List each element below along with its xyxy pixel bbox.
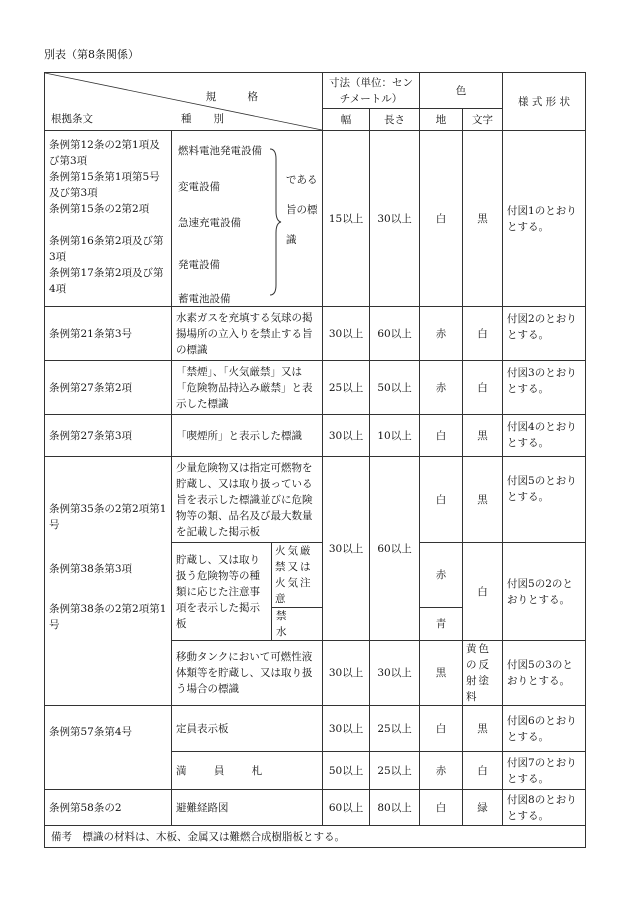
header-basis: 根拠条文 bbox=[51, 113, 93, 125]
curly-brace-icon bbox=[268, 147, 282, 297]
row6-ground-a: 白 bbox=[420, 706, 463, 752]
row7-basis: 条例第58条の2 bbox=[45, 790, 172, 826]
row5-style-b: 付図5の2のとおりとする。 bbox=[503, 543, 586, 641]
row5-basis-item: 条例第38条の2第2項第1号 bbox=[49, 603, 167, 631]
row4-width: 30以上 bbox=[323, 415, 370, 457]
row7-length: 80以上 bbox=[370, 790, 420, 826]
table-note: 備考 標識の材料は、木板、金属又は難燃合成樹脂板とする。 bbox=[45, 826, 586, 848]
row3-text: 白 bbox=[463, 361, 503, 415]
row6-length-b: 25以上 bbox=[370, 752, 420, 790]
row5-text-a: 黒 bbox=[463, 457, 503, 543]
row3-style: 付図3のとおりとする。 bbox=[503, 361, 586, 415]
row5-ground-b1: 赤 bbox=[420, 543, 463, 608]
row1-style: 付図1のとおりとする。 bbox=[503, 131, 586, 307]
row1-brace-text-line: である bbox=[286, 174, 318, 186]
row1-types bbox=[172, 131, 323, 307]
row7-text: 緑 bbox=[463, 790, 503, 826]
row6-ground-b: 赤 bbox=[420, 752, 463, 790]
table-row bbox=[45, 307, 586, 361]
row1-brace-text bbox=[286, 165, 318, 255]
table-row bbox=[45, 415, 586, 457]
table-row bbox=[45, 790, 586, 826]
row1-width: 15以上 bbox=[323, 131, 370, 307]
row6-width-b: 50以上 bbox=[323, 752, 370, 790]
row6-length-a: 25以上 bbox=[370, 706, 420, 752]
row6-type-b: 満 員 札 bbox=[172, 752, 323, 790]
row5-basis-item: 条例第35条の2第2項第1号 bbox=[49, 503, 167, 531]
header-color: 色 bbox=[420, 73, 503, 109]
table-row bbox=[45, 457, 586, 543]
row7-ground: 白 bbox=[420, 790, 463, 826]
table-row bbox=[45, 361, 586, 415]
row3-ground: 赤 bbox=[420, 361, 463, 415]
row5-ground-b2: 青 bbox=[420, 608, 463, 641]
row6-width-a: 30以上 bbox=[323, 706, 370, 752]
row5-length-c: 30以上 bbox=[370, 641, 420, 706]
row2-style: 付図2のとおりとする。 bbox=[503, 307, 586, 361]
row3-length: 50以上 bbox=[370, 361, 420, 415]
row6-type-a: 定員表示板 bbox=[172, 706, 323, 752]
header-text: 文字 bbox=[463, 109, 503, 131]
row2-basis: 条例第21条第3号 bbox=[45, 307, 172, 361]
table-row bbox=[45, 131, 586, 307]
row5-sub-b1: 火気厳禁又は火気注意 bbox=[272, 543, 323, 608]
header-dimensions: 寸法（単位：センチメートル） bbox=[323, 73, 420, 109]
header-width: 幅 bbox=[323, 109, 370, 131]
table-row bbox=[45, 706, 586, 752]
row5-style-a: 付図5のとおりとする。 bbox=[503, 457, 586, 543]
row1-equipment-item: 変電設備 bbox=[178, 181, 220, 193]
row5-basis-item: 条例第38条第3項 bbox=[49, 563, 133, 575]
row5-basis bbox=[45, 457, 172, 706]
row5-ground-c: 黒 bbox=[420, 641, 463, 706]
row6-text-a: 黒 bbox=[463, 706, 503, 752]
row1-basis-item: 条例第15条の2第2項 bbox=[49, 203, 150, 215]
table-caption: 別表（第8条関係） bbox=[44, 48, 139, 61]
row4-ground: 白 bbox=[420, 415, 463, 457]
row1-basis-item: 条例第12条の2第1項及び第3項 bbox=[49, 139, 160, 167]
row4-text: 黒 bbox=[463, 415, 503, 457]
row3-width: 25以上 bbox=[323, 361, 370, 415]
row5-width: 30以上 bbox=[323, 457, 370, 641]
row6-text-b: 白 bbox=[463, 752, 503, 790]
row4-style: 付図4のとおりとする。 bbox=[503, 415, 586, 457]
row1-basis bbox=[45, 131, 172, 307]
row5-length: 60以上 bbox=[370, 457, 420, 641]
row2-length: 60以上 bbox=[370, 307, 420, 361]
header-length: 長さ bbox=[370, 109, 420, 131]
row7-style: 付図8のとおりとする。 bbox=[503, 790, 586, 826]
row5-type-b: 貯蔵し、又は取り扱う危険物等の種類に応じた注意事項を表示した掲示板 bbox=[172, 543, 272, 641]
row5-text-c: 黄色の反射塗料 bbox=[463, 641, 503, 706]
row1-equipment-item: 燃料電池発電設備 bbox=[178, 145, 262, 157]
row1-equipment-item: 急速充電設備 bbox=[178, 217, 241, 229]
row5-style-c: 付図5の3のとおりとする。 bbox=[503, 641, 586, 706]
row1-ground: 白 bbox=[420, 131, 463, 307]
row3-type: 「禁煙」、「火気厳禁」又は「危険物品持込み厳禁」と表示した標識 bbox=[172, 361, 323, 415]
row6-style-b: 付図7のとおりとする。 bbox=[503, 752, 586, 790]
header-style: 様 式 形 状 bbox=[503, 73, 586, 131]
row2-ground: 赤 bbox=[420, 307, 463, 361]
row6-basis: 条例第57条第4号 bbox=[45, 706, 172, 790]
row1-basis-item: 条例第15条第1項第5号及び第3項 bbox=[49, 171, 160, 199]
row2-type: 水素ガスを充填する気球の掲揚場所の立入りを禁止する旨の標識 bbox=[172, 307, 323, 361]
header-diagonal-cell bbox=[45, 73, 323, 131]
row1-basis-item: 条例第17条第2項及び第4項 bbox=[49, 267, 164, 295]
row7-type: 避難経路図 bbox=[172, 790, 323, 826]
row1-equipment-item: 蓄電池設備 bbox=[178, 293, 231, 305]
row7-width: 60以上 bbox=[323, 790, 370, 826]
row1-brace-text-line: 旨の標 bbox=[286, 204, 318, 216]
row4-type: 「喫煙所」と表示した標識 bbox=[172, 415, 323, 457]
row5-ground-a: 白 bbox=[420, 457, 463, 543]
row5-width-c: 30以上 bbox=[323, 641, 370, 706]
row1-equipment-item: 発電設備 bbox=[178, 259, 220, 271]
row5-type-c: 移動タンクにおいて可燃性液体類等を貯蔵し、又は取り扱う場合の標識 bbox=[172, 641, 323, 706]
header-kikaku: 規 格 bbox=[205, 91, 273, 103]
row4-length: 10以上 bbox=[370, 415, 420, 457]
row2-width: 30以上 bbox=[323, 307, 370, 361]
row1-basis-item: 条例第16条第2項及び第3項 bbox=[49, 235, 164, 263]
standards-table bbox=[44, 72, 586, 848]
row5-sub-b2: 禁 水 bbox=[272, 608, 323, 641]
row6-style-a: 付図6のとおりとする。 bbox=[503, 706, 586, 752]
row1-text: 黒 bbox=[463, 131, 503, 307]
row1-length: 30以上 bbox=[370, 131, 420, 307]
row5-type-a: 少量危険物又は指定可燃物を貯蔵し、又は取り扱っている旨を表示した標識並びに危険物等の類、品名及び最大数量を記載した掲示板 bbox=[172, 457, 323, 543]
header-type: 種 別 bbox=[181, 113, 224, 125]
row3-basis: 条例第27条第2項 bbox=[45, 361, 172, 415]
row5-text-b: 白 bbox=[463, 543, 503, 641]
header-ground: 地 bbox=[420, 109, 463, 131]
row2-text: 白 bbox=[463, 307, 503, 361]
row1-brace-text-line: 識 bbox=[286, 234, 297, 246]
row4-basis: 条例第27条第3項 bbox=[45, 415, 172, 457]
